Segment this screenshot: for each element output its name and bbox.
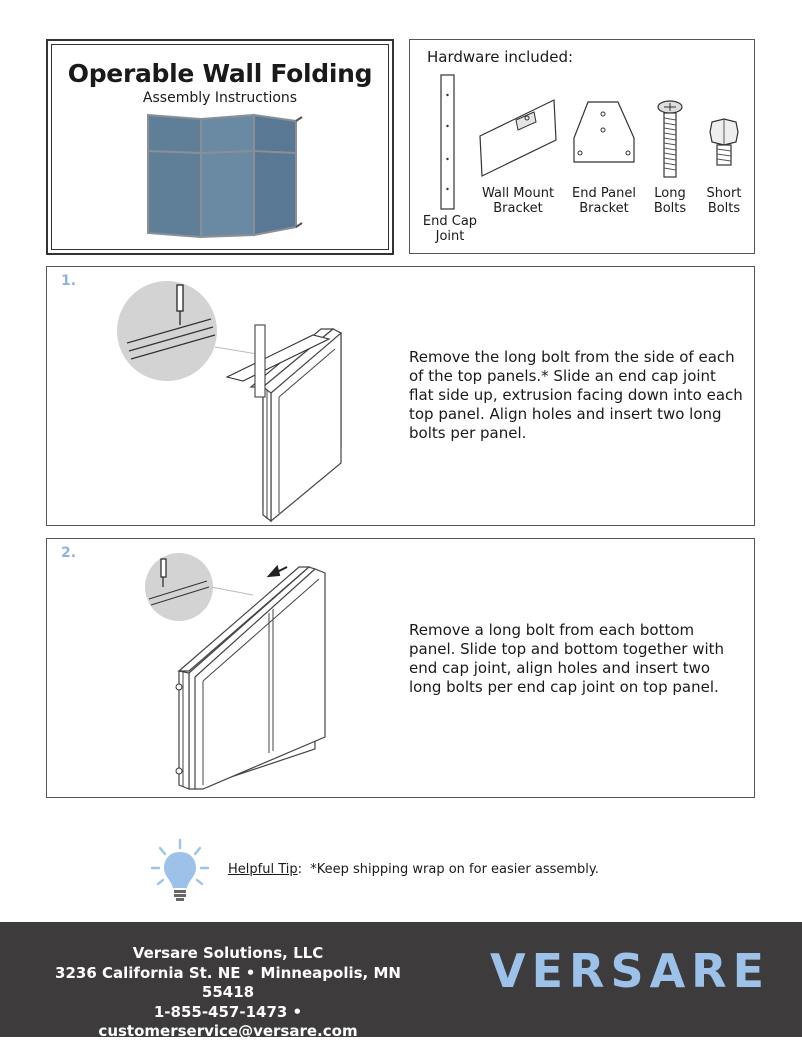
folding-wall-illustration (146, 113, 306, 243)
tip-separator: : (297, 862, 302, 877)
end-panel-bracket-label: End Panel Bracket (572, 186, 636, 216)
wall-panel-middle (201, 115, 254, 237)
step-2-arrow-icon (269, 567, 287, 576)
wall-panel-left (148, 115, 201, 237)
footer-address: 3236 California St. NE • Minneapolis, MN 55418 (55, 963, 401, 1001)
step-1-box (46, 266, 755, 526)
wall-panel-right (254, 115, 296, 235)
end-cap-joint-icon (438, 73, 458, 213)
hardware-box (409, 39, 755, 254)
short-bolts-label: Short Bolts (706, 186, 742, 216)
end-panel-bracket-icon (572, 100, 636, 166)
lightbulb-icon (150, 838, 210, 904)
footer-contact-block (38, 944, 418, 1042)
tip-text: *Keep shipping wrap on for easier assembly. (310, 862, 599, 877)
footer-company: Versare Solutions, LLC (132, 944, 324, 962)
title-box (46, 39, 394, 255)
step-2-illustration (123, 553, 343, 793)
footer-contact: 1-855-457-1473 • customerservice@versare.com (98, 1002, 358, 1040)
step-1-text: Remove the long bolt from the side of each of the top panels.* Slide an end cap joint flat side up, extrusion facing down into each top panel. Align holes and insert two long bolts per panel. (409, 348, 743, 442)
end-cap-joint-label: End Cap Joint (422, 214, 478, 244)
page-subtitle: Assembly Instructions (142, 90, 298, 106)
tip-label: Helpful Tip (228, 862, 298, 877)
step-2-number: 2. (61, 545, 77, 561)
page-title: Operable Wall Folding (67, 59, 373, 88)
footer (0, 922, 802, 1040)
wall-mount-bracket-label: Wall Mount Bracket (481, 186, 555, 216)
short-bolt-icon (706, 118, 742, 168)
helpful-tip (228, 862, 599, 877)
step-2-text: Remove a long bolt from each bottom panel. Slide top and bottom together with end cap joint, align holes and insert two long bolts per end cap joint on top panel. (409, 621, 725, 696)
hardware-heading: Hardware included: (427, 48, 574, 66)
wall-mount-bracket-icon (478, 98, 560, 180)
step-2-detail-circle (145, 553, 213, 621)
brand-logo: VERSARE (490, 944, 771, 998)
long-bolt-icon (655, 100, 685, 180)
step-2-box (46, 538, 755, 798)
step-1-top-panel (255, 325, 265, 397)
step-1-illustration (117, 277, 357, 517)
step-1-number: 1. (61, 273, 77, 289)
long-bolts-label: Long Bolts (653, 186, 687, 216)
